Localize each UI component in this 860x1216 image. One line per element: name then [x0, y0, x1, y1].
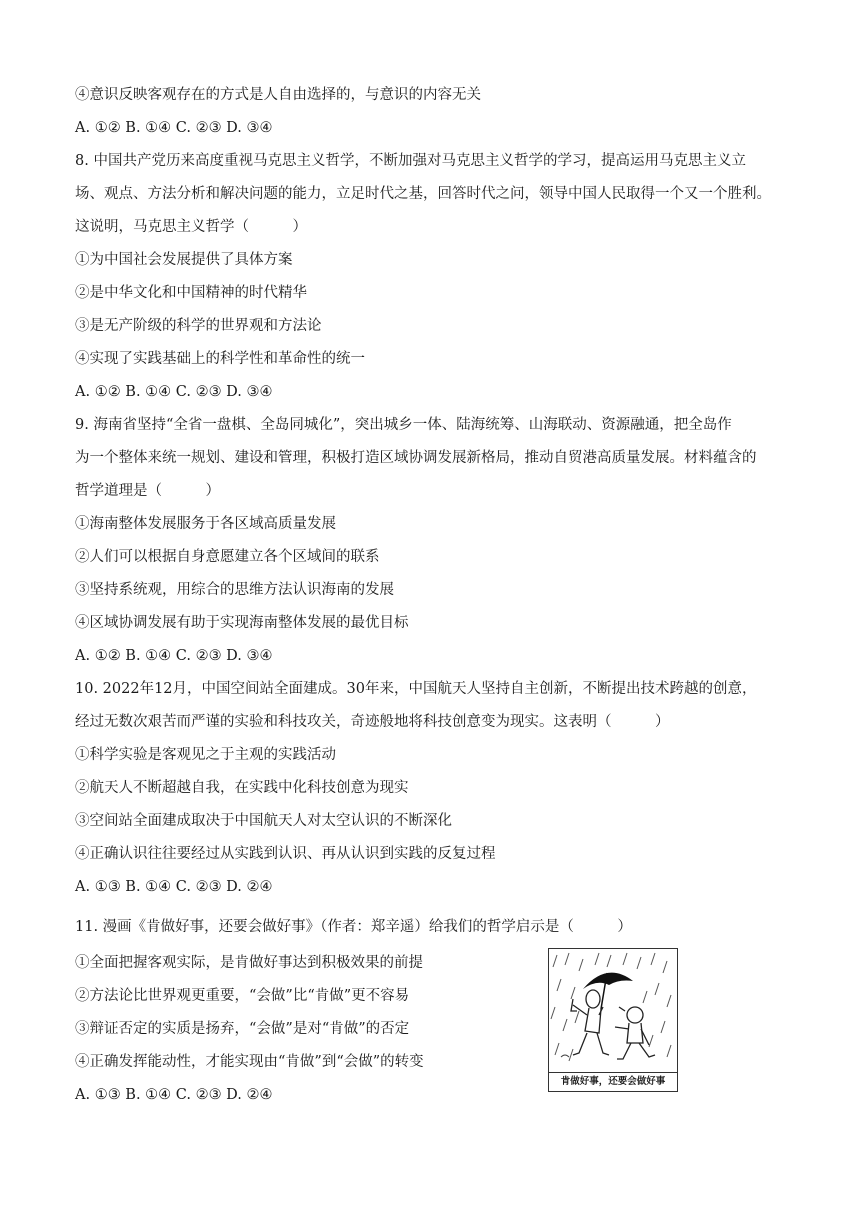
- q9-option-3: ③坚持系统观，用综合的思维方法认识海南的发展: [75, 582, 394, 598]
- q8-option-4: ④实现了实践基础上的科学性和革命性的统一: [75, 351, 365, 367]
- cartoon-image: [548, 948, 678, 1092]
- q9-stem-line-3: 哲学道理是（ ）: [75, 483, 220, 499]
- q7-answer-choices: A. ①② B. ①④ C. ②③ D. ③④: [75, 120, 273, 136]
- q10-answer-choices: A. ①③ B. ①④ C. ②③ D. ②④: [75, 879, 273, 895]
- q9-option-1: ①海南整体发展服务于各区域高质量发展: [75, 516, 336, 532]
- q8-stem-line-3: 这说明，马克思主义哲学（ ）: [75, 219, 307, 235]
- q10-option-1: ①科学实验是客观见之于主观的实践活动: [75, 747, 336, 763]
- q11-stem: 11. 漫画《肯做好事，还要会做好事》（作者：郑辛遥）给我们的哲学启示是（ ）: [75, 919, 632, 935]
- q8-answer-choices: A. ①② B. ①④ C. ②③ D. ③④: [75, 384, 273, 400]
- child-figure: [615, 1007, 655, 1059]
- q11-option-1: ①全面把握客观实际，是肯做好事达到积极效果的前提: [75, 955, 423, 971]
- q10-stem-line-1: 10. 2022年12月，中国空间站全面建成。30年来，中国航天人坚持自主创新，不断提出技术跨越的创意，: [75, 681, 757, 697]
- q11-option-2: ②方法论比世界观更重要，“会做”比“肯做”更不容易: [75, 988, 410, 1004]
- rain-streaks: [551, 953, 671, 1061]
- cartoon-caption: 肯做好事，还要会做好事: [549, 1072, 677, 1091]
- q9-answer-choices: A. ①② B. ①④ C. ②③ D. ③④: [75, 648, 273, 664]
- q7-option-4: ④意识反映客观存在的方式是人自由选择的，与意识的内容无关: [75, 87, 481, 103]
- q8-option-3: ③是无产阶级的科学的世界观和方法论: [75, 318, 322, 334]
- q9-option-2: ②人们可以根据自身意愿建立各个区域间的联系: [75, 549, 380, 565]
- q8-option-1: ①为中国社会发展提供了具体方案: [75, 252, 293, 268]
- q8-stem-line-2: 场、观点、方法分析和解决问题的能力，立足时代之基，回答时代之问，领导中国人民取得一个又一个胜利。: [75, 186, 771, 202]
- q8-stem-line-1: 8. 中国共产党历来高度重视马克思主义哲学，不断加强对马克思主义哲学的学习，提高运用马克思主义立: [75, 153, 746, 169]
- q11-answer-choices: A. ①③ B. ①④ C. ②③ D. ②④: [75, 1087, 273, 1103]
- q10-option-4: ④正确认识往往要经过从实践到认识、再从认识到实践的反复过程: [75, 846, 496, 862]
- q11-option-3: ③辩证否定的实质是扬弃，“会做”是对“肯做”的否定: [75, 1021, 410, 1037]
- q8-option-2: ②是中华文化和中国精神的时代精华: [75, 285, 307, 301]
- q9-stem-line-2: 为一个整体来统一规划、建设和管理，积极打造区域协调发展新格局，推动自贸港高质量发展。材料蕴含的: [75, 450, 757, 466]
- q9-stem-line-1: 9. 海南省坚持“全省一盘棋、全岛同城化”，突出城乡一体、陆海统筹、山海联动、资源融通，把全岛作: [75, 417, 732, 433]
- q9-option-4: ④区域协调发展有助于实现海南整体发展的最优目标: [75, 615, 409, 631]
- umbrella-icon: [583, 973, 633, 989]
- q10-stem-line-2: 经过无数次艰苦而严谨的实验和科技攻关，奇迹般地将科技创意变为现实。这表明（ ）: [75, 714, 670, 730]
- q10-option-3: ③空间站全面建成取决于中国航天人对太空认识的不断深化: [75, 813, 452, 829]
- cartoon-illustration: [549, 949, 677, 1073]
- q10-option-2: ②航天人不断超越自我，在实践中化科技创意为现实: [75, 780, 409, 796]
- q11-option-4: ④正确发挥能动性，才能实现由“肯做”到“会做”的转变: [75, 1054, 424, 1070]
